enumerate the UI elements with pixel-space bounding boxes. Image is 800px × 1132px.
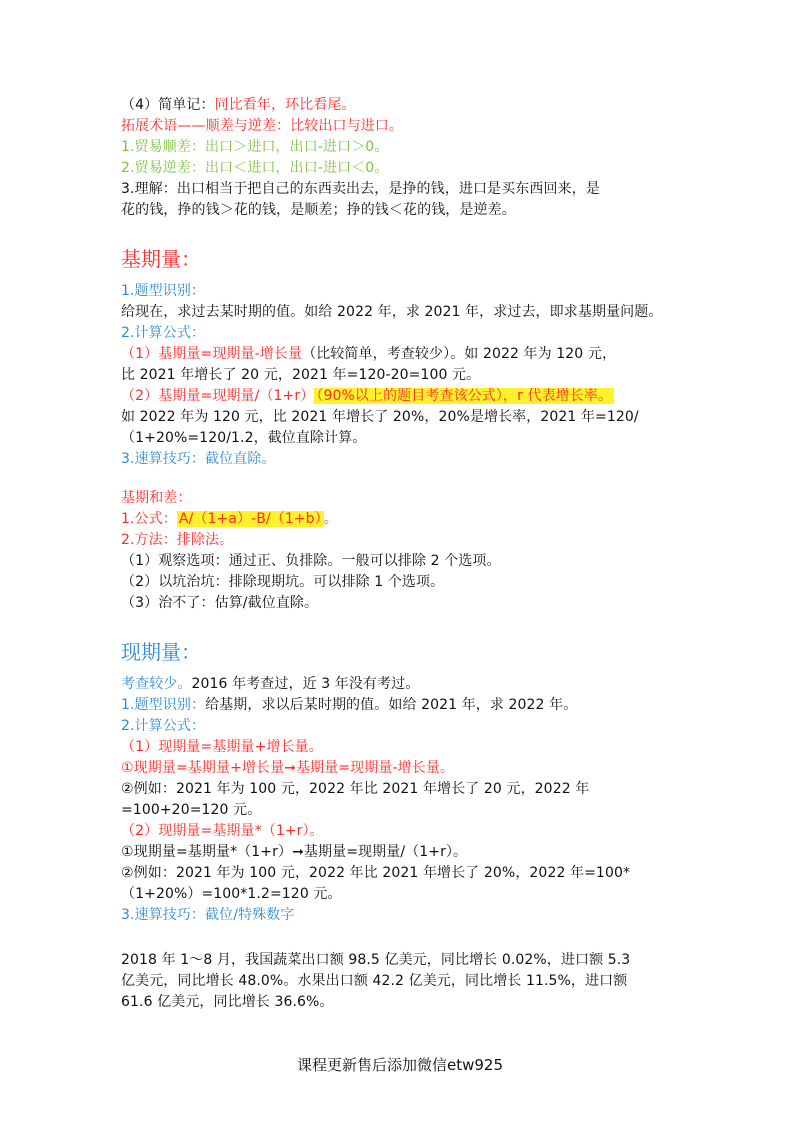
trade-terms-heading: 拓展术语——顺差与逆差：比较出口与进口。 xyxy=(121,118,403,134)
document-content xyxy=(121,95,681,1013)
base-formula-2-example-2: （1+20%=120/1.2，截位直除计算。 xyxy=(121,430,367,446)
base-formula-2-highlight: （90%以上的题目考查该公式），r 代表增长率。 xyxy=(316,388,613,404)
current-identify-suffix: 给基期，求以后某时期的值。如给 2021 年，求 2022 年。 xyxy=(205,697,578,713)
trade-understanding-line-1: 3.理解：出口相当于把自己的东西卖出去，是挣的钱，进口是买东西回来，是 xyxy=(121,181,600,197)
base-diff-step-1: （1）观察选项：通过正、负排除。一般可以排除 2 个选项。 xyxy=(121,553,501,569)
simple-memo-highlight: 同比看年，环比看尾。 xyxy=(214,97,356,113)
current-formula-1-example-2: =100+20=120 元。 xyxy=(121,802,262,818)
trade-data-line-2: 亿美元，同比增长 48.0%。水果出口额 42.2 亿美元，同比增长 11.5%，进口额 xyxy=(121,973,628,989)
current-frequency-prefix: 考查较少。 xyxy=(121,676,192,692)
current-formula-2-example-1: ②例如：2021 年为 100 元，2022 年比 2021 年增长了 20%，2022 年=100* xyxy=(121,865,631,881)
base-diff-title: 基期和差： xyxy=(121,490,192,506)
trade-understanding-line-2: 花的钱，挣的钱＞花的钱，是顺差；挣的钱＜花的钱，是逆差。 xyxy=(121,202,516,218)
current-identify-prefix: 1.题型识别： xyxy=(121,697,206,713)
base-formula-2-prefix: （2）基期量=现期量/（1+r） xyxy=(121,388,315,404)
current-frequency-suffix: 2016 年考查过，近 3 年没有考过。 xyxy=(191,676,420,692)
current-formula-2-derivation: ①现期量=基期量*（1+r）➞基期量=现期量/（1+r）。 xyxy=(121,844,468,860)
base-diff-step-2: （2）以坑治坑：排除现期坑。可以排除 1 个选项。 xyxy=(121,574,445,590)
base-period-heading: 基期量： xyxy=(121,247,201,271)
trade-deficit-line: 2.贸易逆差：出口＜进口，出口-进口＜0。 xyxy=(121,160,389,176)
trade-data-line-3: 61.6 亿美元，同比增长 36.6%。 xyxy=(121,994,334,1010)
base-identify-title: 1.题型识别： xyxy=(121,283,206,299)
current-formula-2-example-2: （1+20%）=100*1.2=120 元。 xyxy=(121,886,342,902)
current-period-heading: 现期量： xyxy=(121,640,201,664)
current-formula-2: （2）现期量=基期量*（1+r）。 xyxy=(121,823,324,839)
simple-memo-line xyxy=(121,95,681,116)
base-diff-formula-highlight: A/（1+a）-B/（1+b） xyxy=(178,511,322,527)
base-diff-formula xyxy=(121,509,681,530)
trade-data-paragraph xyxy=(121,950,681,1013)
current-formula-title: 2.计算公式： xyxy=(121,718,206,734)
base-diff-formula-prefix: 1.公式： xyxy=(121,511,177,527)
footer-note: 课程更新售后添加微信etw925 xyxy=(296,1056,503,1074)
base-formula-1 xyxy=(121,344,681,365)
current-identify-line xyxy=(121,695,681,716)
current-formula-1-example-1: ②例如：2021 年为 100 元，2022 年比 2021 年增长了 20 元，2022 年 xyxy=(121,781,590,797)
base-identify-text: 给现在，求过去某时期的值。如给 2022 年，求 2021 年，求过去，即求基期量问题。 xyxy=(121,304,663,320)
base-formula-2 xyxy=(121,386,681,407)
simple-memo-prefix: （4）简单记： xyxy=(121,97,215,113)
section-spacer xyxy=(121,470,681,488)
base-diff-formula-suffix: 。 xyxy=(323,511,338,527)
base-formula-1-example: 比 2021 年增长了 20 元，2021 年=120-20=100 元。 xyxy=(121,367,481,383)
base-diff-step-3: （3）治不了：估算/截位直除。 xyxy=(121,595,319,611)
current-frequency-line xyxy=(121,674,681,695)
current-formula-1-derivation: ①现期量=基期量+增长量➞基期量=现期量-增长量。 xyxy=(121,760,455,776)
current-speed-tip: 3.速算技巧：截位/特殊数字 xyxy=(121,907,295,923)
base-diff-method: 2.方法：排除法。 xyxy=(121,532,234,548)
current-formula-1: （1）现期量=基期量+增长量。 xyxy=(121,739,323,755)
trade-data-line-1: 2018 年 1～8 月，我国蔬菜出口额 98.5 亿美元，同比增长 0.02%，进口额 5.3 xyxy=(121,952,631,968)
base-formula-1-prefix: （1）基期量=现期量-增长量 xyxy=(121,346,303,362)
base-formula-2-example-1: 如 2022 年为 120 元，比 2021 年增长了 20%，20%是增长率，2021 年=120/ xyxy=(121,409,639,425)
trade-surplus-line: 1.贸易顺差：出口＞进口，出口-进口＞0。 xyxy=(121,139,389,155)
base-speed-tip: 3.速算技巧：截位直除。 xyxy=(121,451,276,467)
base-formula-1-suffix: （比较简单，考查较少）。如 2022 年为 120 元， xyxy=(302,346,617,362)
base-formula-title: 2.计算公式： xyxy=(121,325,206,341)
